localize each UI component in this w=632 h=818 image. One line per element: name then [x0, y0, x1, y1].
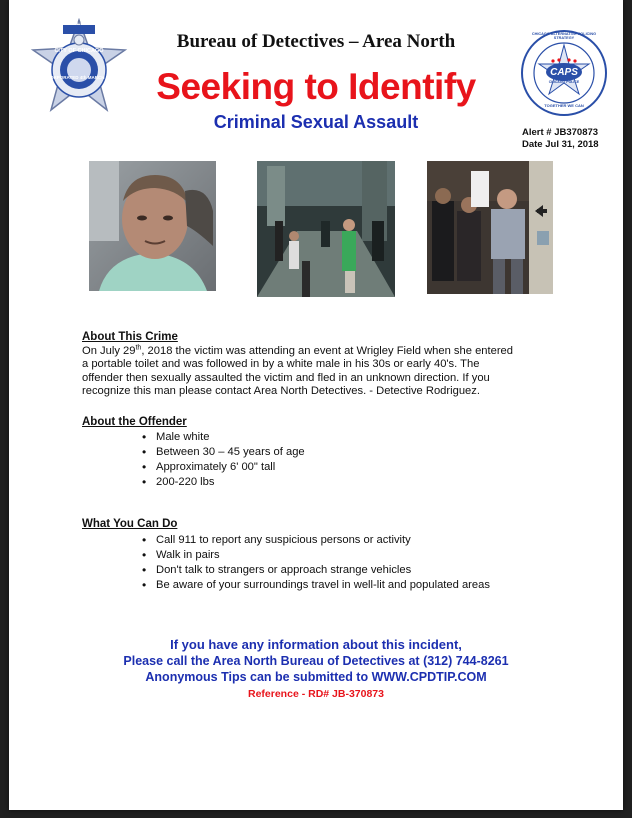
reference-number: Reference - RD# JB-370873 [248, 688, 384, 700]
bureau-title: Bureau of Detectives – Area North [176, 31, 456, 52]
actions-heading: What You Can Do [82, 518, 178, 530]
suspect-closeup-photo [89, 161, 216, 291]
crowd-surveillance-photo-2 [427, 161, 553, 294]
alert-date: Date Jul 31, 2018 [522, 139, 599, 150]
crime-line-2: a portable toilet and was followed in by a white male in his 30s or early 40's. The [82, 358, 480, 371]
headline: Seeking to Identify [156, 66, 476, 107]
crime-line-3: offender then sexually assaulted the victim and fled in an unknown direction. If you [82, 371, 490, 384]
crime-line-1-prefix: On July 29 [82, 345, 136, 357]
offender-item: • Between 30 – 45 years of age [142, 445, 562, 460]
caps-ring-top-text: CHICAGO ALTERNATIVE POLICING STRATEGY [531, 32, 597, 40]
action-item: • Be aware of your surroundings travel in well-lit and populated areas [142, 578, 582, 593]
actions-list [142, 533, 582, 593]
crime-heading: About This Crime [82, 331, 178, 343]
footer-line-3: Anonymous Tips can be submitted to WWW.CPDTIP.COM [145, 670, 487, 684]
offender-item: • 200-220 lbs [142, 475, 562, 490]
alert-info [522, 127, 599, 151]
crowd-surveillance-photo-1 [257, 161, 395, 297]
alert-number: Alert # JB370873 [522, 127, 599, 138]
badge-ring-text: CITY OF CHICAGO [54, 48, 104, 54]
crime-line-1-rest: , 2018 the victim was attending an event at Wrigley Field when she entered [141, 345, 514, 357]
footer-line-2: Please call the Area North Bureau of Detectives at (312) 744-8261 [123, 654, 509, 668]
crime-line-1 [82, 345, 602, 358]
crime-line-4: recognize this man please contact Area North Detectives. - Detective Rodriguez. [82, 385, 480, 398]
crime-type: Criminal Sexual Assault [213, 112, 419, 132]
offender-list [142, 430, 562, 490]
offender-item: • Approximately 6' 00" tall [142, 460, 562, 475]
badge-bottom-text: INCORPORATED 4th MARCH 1837 [42, 75, 116, 80]
action-item: • Walk in pairs [142, 548, 582, 563]
badge-top-text: POLICE [66, 20, 92, 27]
offender-item: • Male white [142, 430, 562, 445]
caps-center-text: CAPS [550, 67, 578, 78]
offender-heading: About the Offender [82, 416, 187, 428]
action-item: • Don't talk to strangers or approach strange vehicles [142, 563, 582, 578]
crime-description [82, 345, 602, 399]
action-item: • Call 911 to report any suspicious persons or activity [142, 533, 582, 548]
flyer-page [9, 0, 623, 810]
caps-ring-bottom-text: TOGETHER WE CAN [544, 103, 584, 108]
crime-line-1-sup: th [135, 344, 142, 352]
caps-sub-text: CHICAGO POLICE [548, 80, 580, 84]
footer-line-1: If you have any information about this incident, [170, 637, 462, 652]
